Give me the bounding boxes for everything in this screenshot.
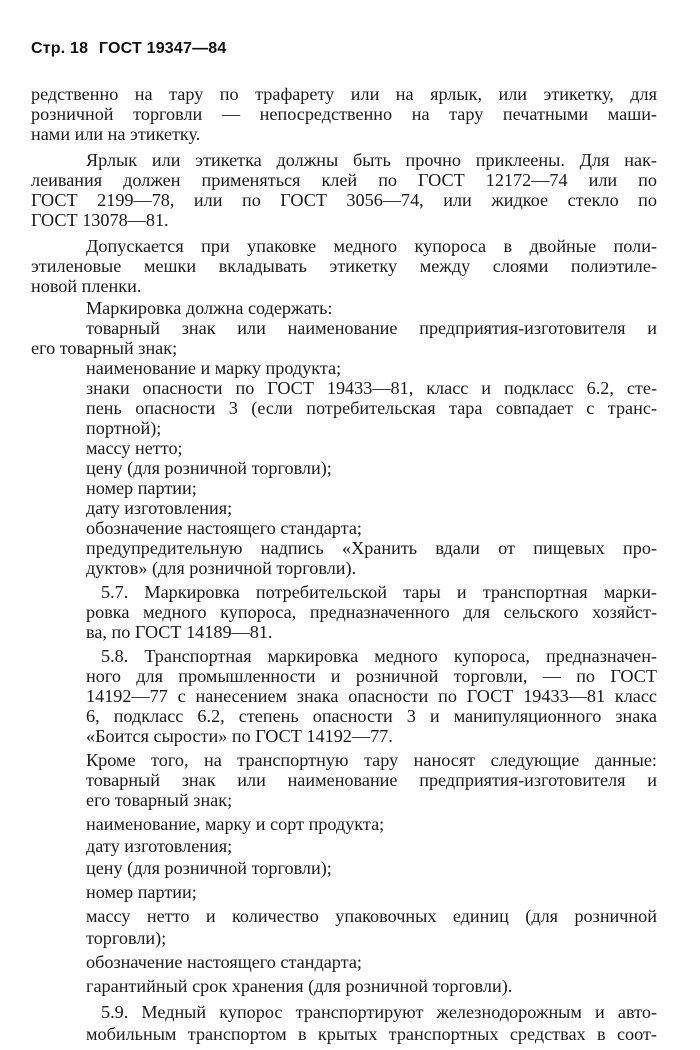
text-line: гарантийный срок хранения (для розничной торговли). bbox=[86, 976, 513, 996]
text-line: массу нетто; bbox=[86, 438, 183, 458]
text-line: товарный знак или наименование предприятия-изготовителя и bbox=[86, 770, 657, 790]
text-line: наименование и марку продукта; bbox=[86, 358, 342, 378]
text-line: портной); bbox=[86, 418, 162, 438]
text-line: обозначение настоящего стандарта; bbox=[86, 518, 362, 538]
text-line: Кроме того, на транспортную тару наносят следующие данные: bbox=[86, 750, 657, 770]
text-line: Допускается при упаковке медного купороса в двойные поли- bbox=[86, 236, 657, 256]
text-line: редственно на тару по трафарету или на ярлык, или этикетку, для bbox=[31, 84, 657, 104]
text-line: пень опасности 3 (если потребительская тара совпадает с транс- bbox=[86, 398, 657, 418]
text-line: номер партии; bbox=[86, 882, 197, 902]
text-line: «Боится сырости» по ГОСТ 14192—77. bbox=[86, 726, 393, 746]
text-line: дату изготовления; bbox=[86, 836, 233, 856]
text-line: его товарный знак; bbox=[86, 790, 233, 810]
text-line: мобильным транспортом в крытых транспортных средствах в соот- bbox=[86, 1024, 657, 1044]
text-line: знаки опасности по ГОСТ 19433—81, класс и подкласс 6.2, сте- bbox=[86, 378, 657, 398]
text-line: 5.8. Транспортная маркировка медного купороса, предназначен- bbox=[101, 646, 657, 666]
text-line: ва, по ГОСТ 14189—81. bbox=[86, 622, 273, 642]
text-line: Ярлык или этикетка должны быть прочно приклеены. Для нак- bbox=[86, 150, 657, 170]
text-line: наименование, марку и сорт продукта; bbox=[86, 814, 385, 834]
text-line: новой пленки. bbox=[31, 276, 142, 296]
text-line: 6, подкласс 6.2, степень опасности 3 и манипуляционного знака bbox=[86, 706, 657, 726]
text-line: предупредительную надпись «Хранить вдали от пищевых про- bbox=[86, 538, 657, 558]
text-line: номер партии; bbox=[86, 478, 197, 498]
text-line: розничной торговли — непосредственно на тару печатными маши- bbox=[31, 104, 657, 124]
text-line: 5.9. Медный купорос транспортируют железнодорожным и авто- bbox=[101, 1002, 657, 1022]
text-line: обозначение настоящего стандарта; bbox=[86, 952, 362, 972]
text-line: этиленовые мешки вкладывать этикетку между слоями полиэтиле- bbox=[31, 256, 657, 276]
page-number: Стр. 18 bbox=[31, 40, 89, 57]
page-header bbox=[31, 40, 233, 58]
text-line: Маркировка должна содержать: bbox=[86, 298, 333, 318]
text-line: цену (для розничной торговли); bbox=[86, 458, 332, 478]
text-line: массу нетто и количество упаковочных единиц (для розничной bbox=[86, 906, 657, 926]
text-line: ровка медного купороса, предназначенного для сельского хозяйст- bbox=[86, 602, 657, 622]
text-line: 14192—77 с нанесением знака опасности по ГОСТ 19433—81 класс bbox=[86, 686, 657, 706]
text-line: ГОСТ 13078—81. bbox=[31, 210, 169, 230]
text-line: леивания должен применяться клей по ГОСТ 12172—74 или по bbox=[31, 170, 657, 190]
text-line: нами или на этикетку. bbox=[31, 124, 201, 144]
standard-number: ГОСТ 19347—84 bbox=[98, 40, 227, 57]
text-line: дуктов» (для розничной торговли). bbox=[86, 558, 357, 578]
text-line: товарный знак или наименование предприятия-изготовителя и bbox=[86, 318, 657, 338]
text-line: дату изготовления; bbox=[86, 498, 233, 518]
text-line: его товарный знак; bbox=[31, 338, 178, 358]
text-line: ного для промышленности и розничной торговли, — по ГОСТ bbox=[86, 666, 657, 686]
text-line: торговли); bbox=[86, 928, 167, 948]
text-line: ГОСТ 2199—78, или по ГОСТ 3056—74, или жидкое стекло по bbox=[31, 190, 657, 210]
text-line: цену (для розничной торговли); bbox=[86, 858, 332, 878]
text-line: 5.7. Маркировка потребительской тары и транспортная марки- bbox=[101, 582, 657, 602]
